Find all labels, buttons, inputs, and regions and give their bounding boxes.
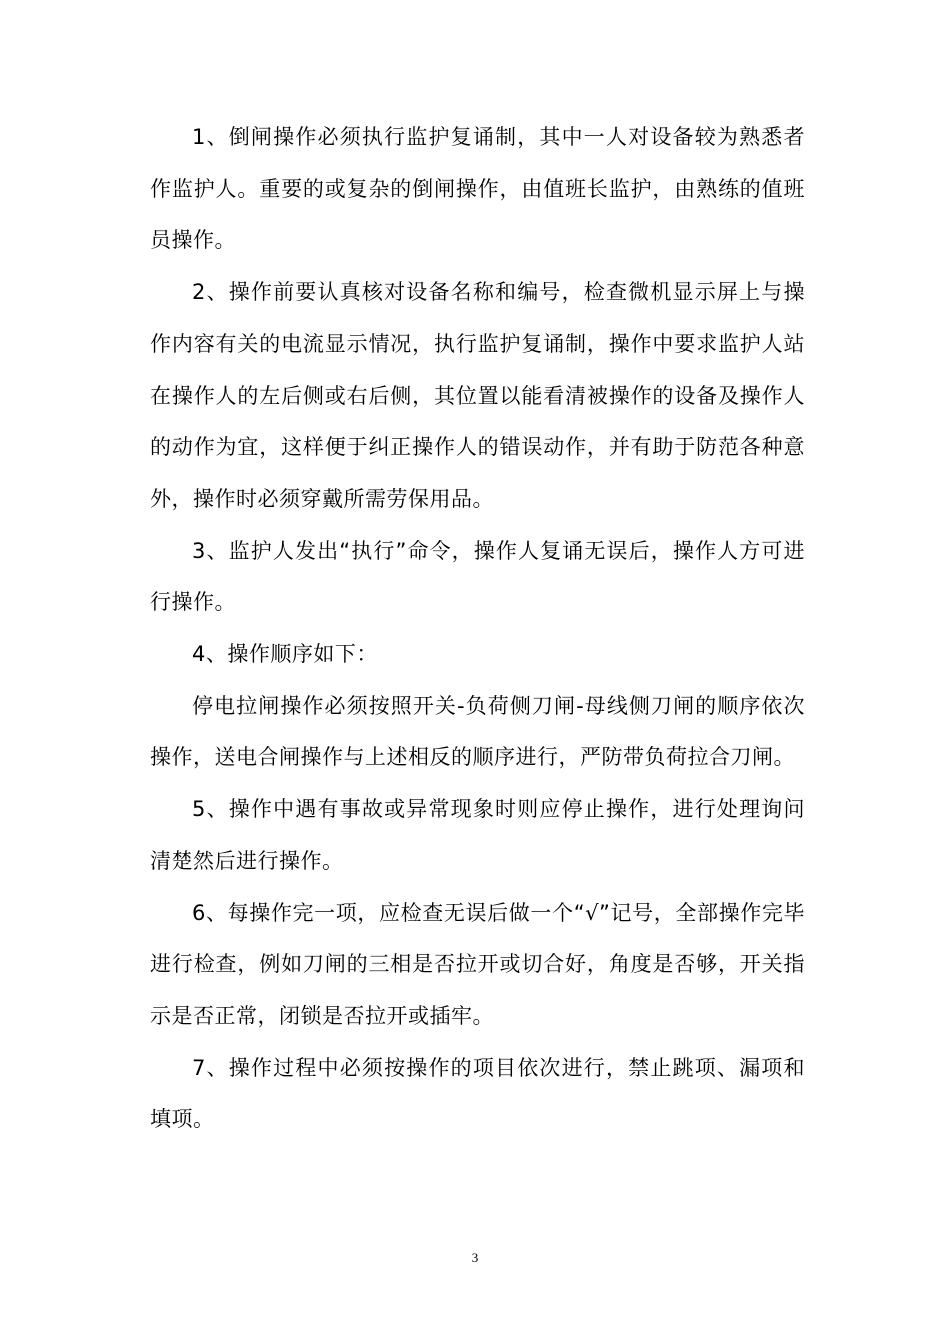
paragraph-7: 7、操作过程中必须按操作的项目依次进行，禁止跳项、漏项和填项。 [150, 1055, 805, 1132]
paragraph-5: 5、操作中遇有事故或异常现象时则应停止操作，进行处理询问清楚然后进行操作。 [150, 797, 805, 873]
paragraph-3: 3、监护人发出“执行”命令，操作人复诵无误后，操作人方可进行操作。 [150, 538, 805, 615]
paragraph-1: 1、倒闸操作必须执行监护复诵制，其中一人对设备较为熟悉者作监护人。重要的或复杂的倒闸操作，由值班长监护，由熟练的值班员操作。 [150, 125, 805, 253]
paragraph-4-detail: 停电拉闸操作必须按照开关-负荷侧刀闸-母线侧刀闸的顺序依次操作，送电合闸操作与上述相反的顺序进行，严防带负荷拉合刀闸。 [150, 693, 805, 770]
page-number: 3 [471, 1250, 479, 1265]
body-text [150, 112, 805, 1146]
paragraph-6: 6、每操作完一项，应检查无误后做一个“√”记号，全部操作完毕进行检查，例如刀闸的三相是否拉开或切合好，角度是否够，开关指示是否正常，闭锁是否拉开或插牢。 [150, 900, 805, 1028]
paragraph-2: 2、操作前要认真核对设备名称和编号，检查微机显示屏上与操作内容有关的电流显示情况，执行监护复诵制，操作中要求监护人站在操作人的左后侧或右后侧，其位置以能看清被操作的设备及操作人的动作为宜，这样便于纠正操作人的错误动作，并有助于防范各种意外，操作时必须穿戴所需劳保用品。 [150, 280, 805, 511]
paragraph-4: 4、操作顺序如下： [192, 642, 378, 667]
